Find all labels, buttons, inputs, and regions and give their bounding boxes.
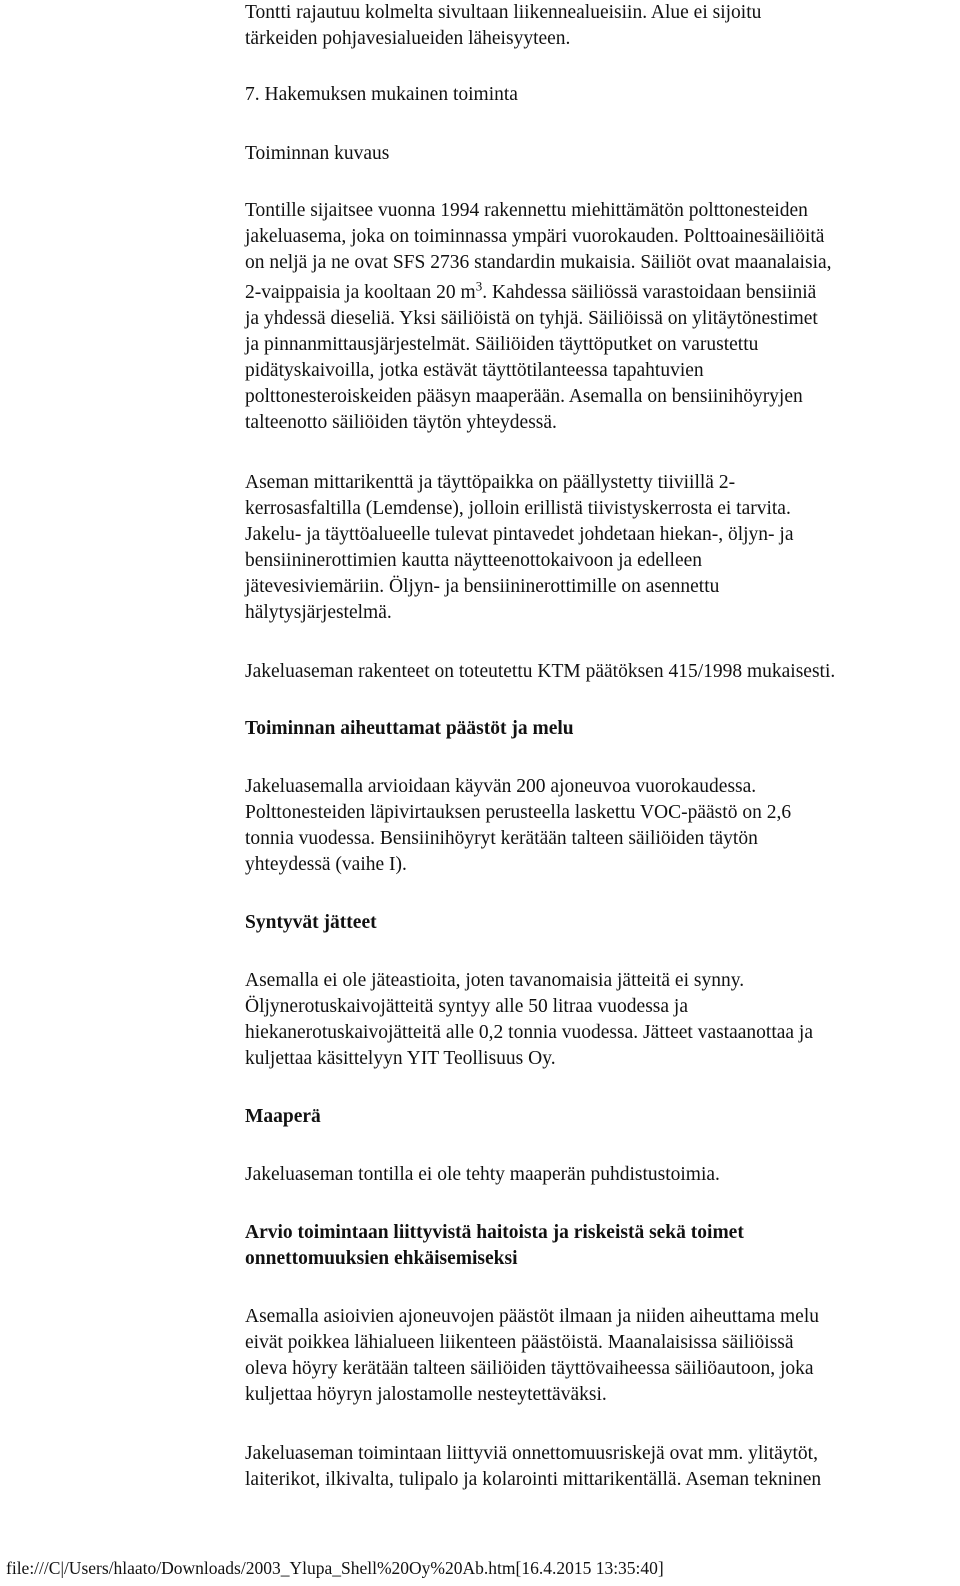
waste-heading: Syntyvät jätteet [245,912,377,933]
text-segment: . Kahdessa säiliössä varastoidaan bensiiniä [482,282,817,303]
text-line: talteenotto säiliöiden täytön yhteydessä. [245,412,557,433]
text-line: laiterikot, ilkivalta, tulipalo ja kolarointi mittarikentällä. Aseman tekninen [245,1469,822,1490]
text-line: Asemalla asioivien ajoneuvojen päästöt ilmaan ja niiden aiheuttama melu [245,1306,819,1327]
text-line: pidätyskaivoilla, jotka estävät täyttötilanteessa tapahtuvien [245,360,704,381]
text-line: tärkeiden pohjavesialueiden läheisyyteen. [245,28,571,49]
text-line: tonnia vuodessa. Bensiinihöyryt kerätään talteen säiliöiden täytön [245,828,758,849]
intro-paragraph [245,0,955,52]
waste-paragraph [245,968,955,1072]
text-line: bensiininerottimien kautta näytteenottokaivoon ja edelleen [245,550,703,571]
text-line: Jakeluasemalla arvioidaan käyvän 200 ajoneuvoa vuorokaudessa. [245,776,757,797]
section-7-subtitle: Toiminnan kuvaus [245,143,390,164]
text-line: Tontille sijaitsee vuonna 1994 rakennettu miehittämätön polttonesteiden [245,200,808,221]
text-line: Aseman mittarikenttä ja täyttöpaikka on päällystetty tiiviillä 2- [245,472,736,493]
text-line: jätevesiviemäriin. Öljyn- ja bensiininerottimille on asennettu [245,576,720,597]
emissions-heading: Toiminnan aiheuttamat päästöt ja melu [245,718,574,739]
text-line: polttonesteroiskeiden pääsyn maaperään. Asemalla on bensiinihöyryjen [245,386,803,407]
text-segment: 2-vaippaisia ja kooltaan 20 m [245,282,476,303]
section-7-title: 7. Hakemuksen mukainen toiminta [245,84,518,105]
text-line: Polttonesteiden läpivirtauksen perusteella laskettu VOC-päästö on 2,6 [245,802,792,823]
operation-description-paragraph [245,198,955,436]
paving-paragraph [245,470,955,626]
text-line: Asemalla ei ole jäteastioita, joten tavanomaisia jätteitä ei synny. [245,970,745,991]
emissions-paragraph [245,774,955,878]
text-line: hiekanerotuskaivojätteitä alle 0,2 tonnia vuodessa. Jätteet vastaanottaa ja [245,1022,814,1043]
text-line [245,280,955,306]
text-line: hälytysjärjestelmä. [245,602,392,623]
risks-heading [245,1220,955,1272]
text-line: yhteydessä (vaihe I). [245,854,407,875]
text-line: ja yhdessä dieseliä. Yksi säiliöistä on tyhjä. Säiliöissä on ylitäytönestimet [245,308,818,329]
risks-paragraph-2 [245,1441,955,1493]
text-line: oleva höyry kerätään talteen säiliöiden täyttövaiheessa säiliöautoon, joka [245,1358,814,1379]
text-line: eivät poikkea lähialueen liikenteen päästöistä. Maanalaisissa säiliöissä [245,1332,794,1353]
structures-paragraph: Jakeluaseman rakenteet on toteutettu KTM päätöksen 415/1998 mukaisesti. [245,661,836,682]
text-line: jakeluasema, joka on toiminnassa ympäri vuorokauden. Polttoainesäiliöitä [245,226,825,247]
heading-line: Arvio toimintaan liittyvistä haitoista ja riskeistä sekä toimet [245,1222,744,1243]
soil-heading: Maaperä [245,1106,321,1127]
file-path-footer: file:///C|/Users/hlaato/Downloads/2003_Ylupa_Shell%20Oy%20Ab.htm[16.4.2015 13:35:40] [6,1558,664,1578]
text-line: ja pinnanmittausjärjestelmät. Säiliöiden täyttöputket on varustettu [245,334,759,355]
superscript: 3 [475,278,483,294]
text-line: Jakeluaseman toimintaan liittyviä onnettomuusriskejä ovat mm. ylitäytöt, [245,1443,818,1464]
text-line: Tontti rajautuu kolmelta sivultaan liikennealueisiin. Alue ei sijoitu [245,2,762,23]
text-line: Öljynerotuskaivojätteitä syntyy alle 50 litraa vuodessa ja [245,996,688,1017]
text-line: kuljettaa käsittelyyn YIT Teollisuus Oy. [245,1048,556,1069]
soil-paragraph: Jakeluaseman tontilla ei ole tehty maaperän puhdistustoimia. [245,1164,720,1185]
text-line: kuljettaa höyryn jalostamolle nesteytettäväksi. [245,1384,607,1405]
risks-paragraph-1 [245,1304,955,1408]
text-line: kerrosasfaltilla (Lemdense), jolloin erillistä tiivistyskerrosta ei tarvita. [245,498,791,519]
text-line: on neljä ja ne ovat SFS 2736 standardin mukaisia. Säiliöt ovat maanalaisia, [245,252,832,273]
heading-line: onnettomuuksien ehkäisemiseksi [245,1248,518,1269]
text-line: Jakelu- ja täyttöalueelle tulevat pintavedet johdetaan hiekan-, öljyn- ja [245,524,794,545]
